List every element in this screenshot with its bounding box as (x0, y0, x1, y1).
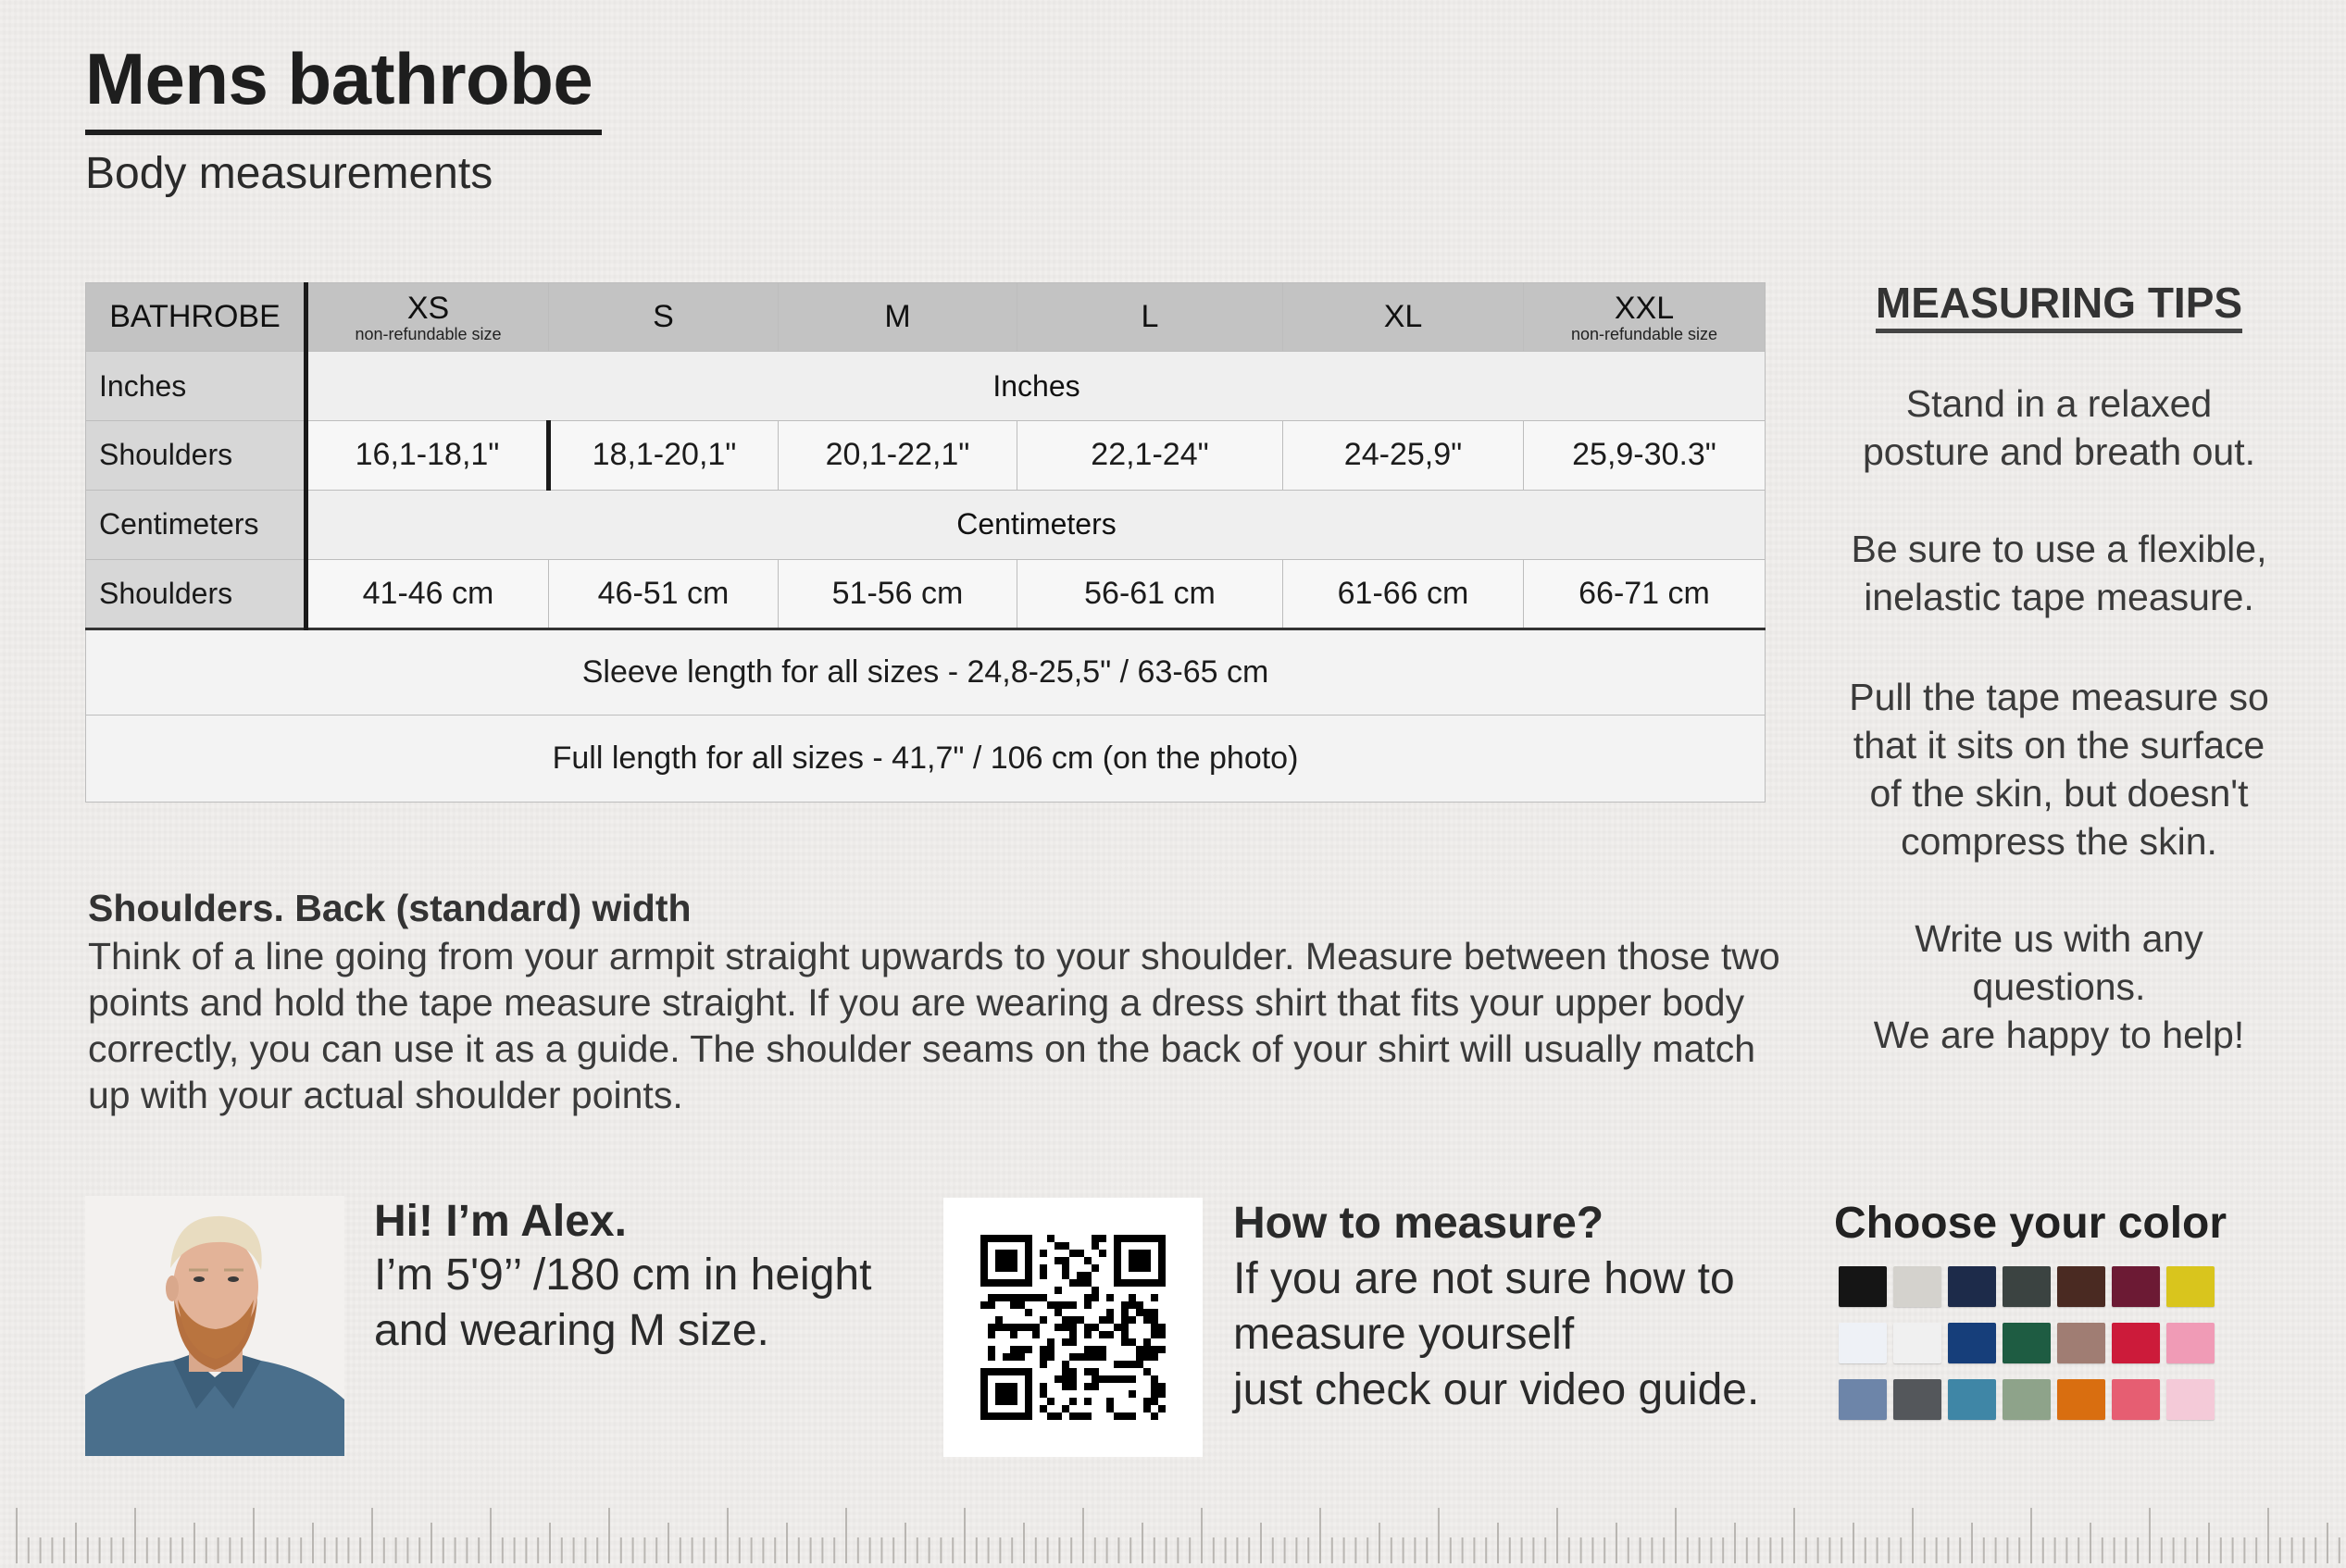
table-cell: 24-25,9" (1283, 420, 1524, 490)
table-cell: 16,1-18,1" (306, 420, 549, 490)
table-cell: 46-51 cm (549, 559, 779, 628)
cm-section-row (86, 491, 1766, 559)
shoulders-title: Shoulders. Back (standard) width (88, 887, 692, 929)
color-swatch[interactable] (2003, 1266, 2051, 1307)
how-to-line: If you are not sure how to (1233, 1254, 1735, 1303)
sleeve-row (86, 628, 1766, 716)
tip-pull-tape: Pull the tape measure so that it sits on the surface of the skin, but doesn't compress the skin. (1849, 676, 2269, 863)
row-label-shoulders: Shoulders (86, 420, 306, 490)
color-swatch[interactable] (2112, 1379, 2160, 1420)
tip-contact: Write us with any questions. We are happy to help! (1873, 917, 2245, 1056)
color-swatch[interactable] (1893, 1379, 1941, 1420)
table-cell: 56-61 cm (1017, 559, 1283, 628)
row-label-shoulders: Shoulders (86, 559, 306, 628)
color-swatch[interactable] (1948, 1266, 1996, 1307)
how-to-title: How to measure? (1233, 1199, 1604, 1248)
size-note: non-refundable size (355, 324, 502, 343)
section-centimeters: Centimeters (306, 491, 1766, 559)
tips-title: MEASURING TIPS (1837, 278, 2281, 328)
color-swatch[interactable] (1839, 1323, 1887, 1363)
shoulders-inches-row (86, 420, 1766, 490)
shoulders-cm-row (86, 559, 1766, 628)
color-swatches (1839, 1266, 2227, 1428)
color-swatch[interactable] (1839, 1379, 1887, 1420)
size-header-row (86, 283, 1766, 352)
table-cell: 25,9-30.3" (1524, 420, 1766, 490)
size-l (1017, 283, 1283, 352)
row-label-inches: Inches (86, 352, 306, 420)
color-title: Choose your color (1834, 1199, 2227, 1248)
how-to-line: measure yourself (1233, 1310, 1575, 1359)
ruler-decoration (0, 1492, 2346, 1563)
table-cell: 41-46 cm (306, 559, 549, 628)
size-label: XS (406, 290, 450, 326)
color-swatch[interactable] (2057, 1323, 2105, 1363)
table-cell: 66-71 cm (1524, 559, 1766, 628)
size-note: non-refundable size (1570, 324, 1718, 343)
model-height: I’m 5'9’’ /180 cm in height (374, 1251, 872, 1300)
shoulders-description: Think of a line going from your armpit straight upwards to your shoulder. Measure between those two points and hold the tape measure straight. If you are wearing a dress shirt that fits your upper body correctly, you can use it as a guide. The shoulder seams on the back of your shirt will usually match up with your actual shoulder points. (88, 935, 1780, 1116)
table-corner: BATHROBE (86, 283, 306, 352)
size-xs (306, 283, 549, 352)
color-swatch[interactable] (1893, 1323, 1941, 1363)
size-label: L (1141, 299, 1159, 335)
color-swatch[interactable] (1948, 1323, 1996, 1363)
row-label-centimeters: Centimeters (86, 491, 306, 559)
color-swatch[interactable] (2003, 1323, 2051, 1363)
size-table (85, 282, 1766, 803)
inches-section-row (86, 352, 1766, 420)
model-size: and wearing M size. (374, 1306, 769, 1355)
size-label: S (653, 299, 674, 335)
color-swatch[interactable] (2057, 1266, 2105, 1307)
title-underline (85, 130, 602, 135)
page-title: Mens bathrobe (85, 38, 593, 119)
full-length-row (86, 716, 1766, 803)
qr-code[interactable] (943, 1198, 1203, 1457)
color-swatch[interactable] (2166, 1266, 2215, 1307)
table-cell: 22,1-24" (1017, 420, 1283, 490)
color-swatch[interactable] (1948, 1379, 1996, 1420)
color-swatch[interactable] (2166, 1323, 2215, 1363)
table-cell: 20,1-22,1" (779, 420, 1017, 490)
size-xl (1283, 283, 1524, 352)
size-label: XXL (1614, 290, 1675, 326)
size-xxl (1524, 283, 1766, 352)
color-swatch[interactable] (2112, 1266, 2160, 1307)
how-to-line: just check our video guide. (1233, 1365, 1760, 1414)
tip-relaxed: Stand in a relaxed posture and breath out. (1863, 382, 2255, 473)
table-cell: 18,1-20,1" (549, 420, 779, 490)
color-swatch[interactable] (2166, 1379, 2215, 1420)
full-length: Full length for all sizes - 41,7" / 106 cm (on the photo) (86, 716, 1766, 803)
section-inches: Inches (306, 352, 1766, 420)
color-swatch[interactable] (1893, 1266, 1941, 1307)
sleeve-length: Sleeve length for all sizes - 24,8-25,5" / 63-65 cm (86, 628, 1766, 716)
page-subtitle: Body measurements (85, 149, 493, 198)
table-cell: 51-56 cm (779, 559, 1017, 628)
color-swatch[interactable] (2057, 1379, 2105, 1420)
color-swatch[interactable] (2003, 1379, 2051, 1420)
color-swatch[interactable] (2112, 1323, 2160, 1363)
model-photo (85, 1196, 344, 1456)
model-greeting: Hi! I’m Alex. (374, 1197, 627, 1246)
size-m (779, 283, 1017, 352)
size-label: XL (1383, 299, 1423, 335)
size-label: M (884, 299, 911, 335)
size-s (549, 283, 779, 352)
color-swatch[interactable] (1839, 1266, 1887, 1307)
table-cell: 61-66 cm (1283, 559, 1524, 628)
tip-flexible-tape: Be sure to use a flexible, inelastic tape measure. (1851, 528, 2267, 618)
